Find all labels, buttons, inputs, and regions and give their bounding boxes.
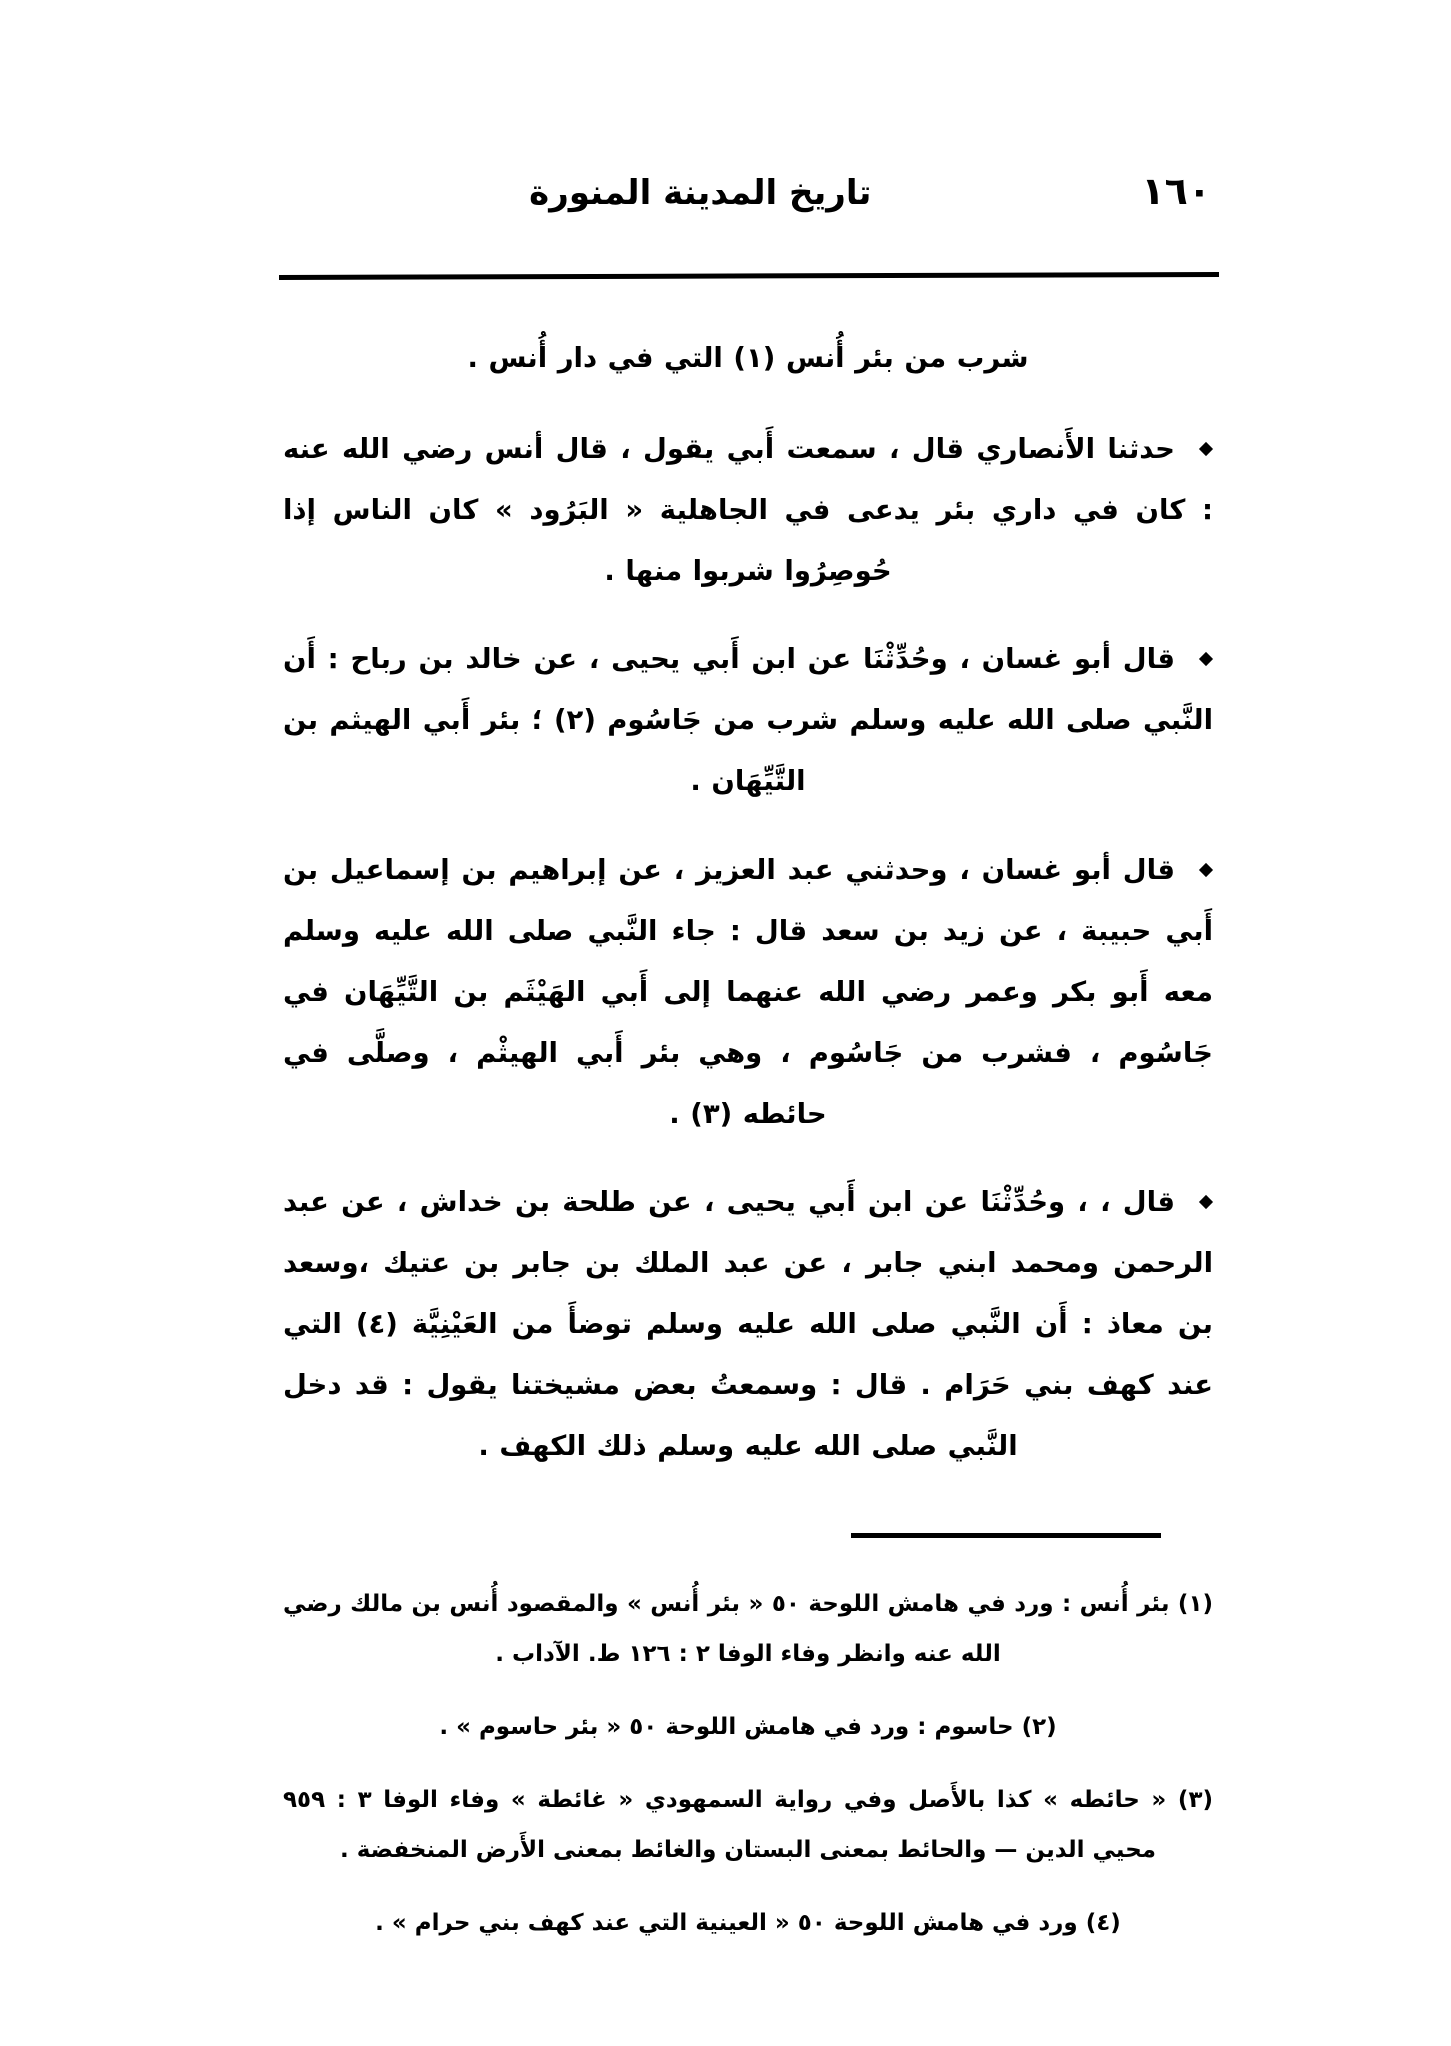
footnote-text: بئر أُنس : ورد في هامش اللوحة ٥٠ « بئر أُنس » والمقصود أُنس بن مالك رضي الله عنه وانظر وفاء الوفا ٢ : ١٢٦ ط. الآداب . — [283, 1591, 1170, 1667]
footnote-item — [283, 1775, 1213, 1875]
footnote-block — [283, 1556, 1213, 1950]
footnote-marker: (٢) — [1021, 1714, 1057, 1740]
paragraph — [283, 629, 1213, 812]
paragraph-text: قال أبو غسان ، وحدثني عبد العزيز ، عن إبراهيم بن إسماعيل بن أَبي حبيبة ، عن زيد بن سعد قال : جاء النَّبي صلى الله عليه وسلم معه أَبو بكر وعمر رضي الله عنهما إلى أَبي الهَيْثَم بن التَّيِّهَان في جَاسُوم ، فشرب من جَاسُوم ، وهي بئر أَبي الهيثْم ، وصلَّى في حائطه (٣) . — [283, 853, 1213, 1130]
page-number: ١٦٠ — [1141, 169, 1211, 213]
footnote-marker: (١) — [1177, 1591, 1213, 1617]
paragraph — [283, 1172, 1213, 1477]
footnote-marker: (٤) — [1085, 1910, 1121, 1936]
paragraph — [283, 419, 1213, 602]
bullet-marker-icon — [1199, 652, 1213, 666]
book-title: تاريخ المدينة المنورة — [529, 173, 872, 213]
footnote-item — [283, 1579, 1213, 1679]
paragraph-text: حدثنا الأَنصاري قال ، سمعت أَبي يقول ، قال أنس رضي الله عنه : كان في داري بئر يدعى في الجاهلية « البَرُود » كان الناس إذا حُوصِرُوا شربوا منها . — [283, 432, 1213, 587]
paragraph-text: قال أبو غسان ، وحُدِّثْنَا عن ابن أَبي يحيى ، عن خالد بن رباح : أَن النَّبي صلى الله عليه وسلم شرب من جَاسُوم (٢) ؛ بئر أَبي الهيثم بن التَّيِّهَان . — [283, 643, 1213, 797]
header-divider-rule — [279, 272, 1219, 280]
footnote-item — [283, 1702, 1213, 1752]
footnote-item — [283, 1898, 1213, 1948]
body-text-block — [283, 300, 1213, 1503]
footnote-text: حاسوم : ورد في هامش اللوحة ٥٠ « بئر حاسوم » . — [439, 1714, 1014, 1740]
paragraph — [283, 840, 1213, 1145]
footnote-marker: (٣) — [1177, 1787, 1213, 1813]
footnote-text: « حائطه » كذا بالأَصل وفي رواية السمهودي « غائطة » وفاء الوفا ٣ : ٩٥٩ محيي الدين — والحائط بمعنى البستان والغائط بمعنى الأَرض المنخفضة . — [283, 1787, 1167, 1863]
paragraph — [283, 328, 1213, 389]
footnote-text: ورد في هامش اللوحة ٥٠ « العينية التي عند كهف بني حرام » . — [375, 1910, 1078, 1936]
paragraph-text: شرب من بئر أُنس (١) التي في دار أُنس . — [467, 341, 1029, 374]
bullet-marker-icon — [1199, 1195, 1213, 1209]
footnote-divider-rule — [851, 1533, 1161, 1538]
page-header — [228, 152, 1223, 213]
bullet-marker-icon — [1199, 862, 1213, 876]
bullet-marker-icon — [1199, 441, 1213, 455]
paragraph-text: قال ، ، وحُدِّثْنَا عن ابن أَبي يحيى ، عن طلحة بن خداش ، عن عبد الرحمن ومحمد ابني جابر ، عن عبد الملك بن جابر بن عتيك ،وسعد بن معاذ : أَن النَّبي صلى الله عليه وسلم توضأَ من العَيْنِيَّة (٤) التي عند كهف بني حَرَام . قال : وسمعتُ بعض مشيختنا يقول : قد دخل النَّبي صلى الله عليه وسلم ذلك الكهف . — [283, 1186, 1213, 1462]
